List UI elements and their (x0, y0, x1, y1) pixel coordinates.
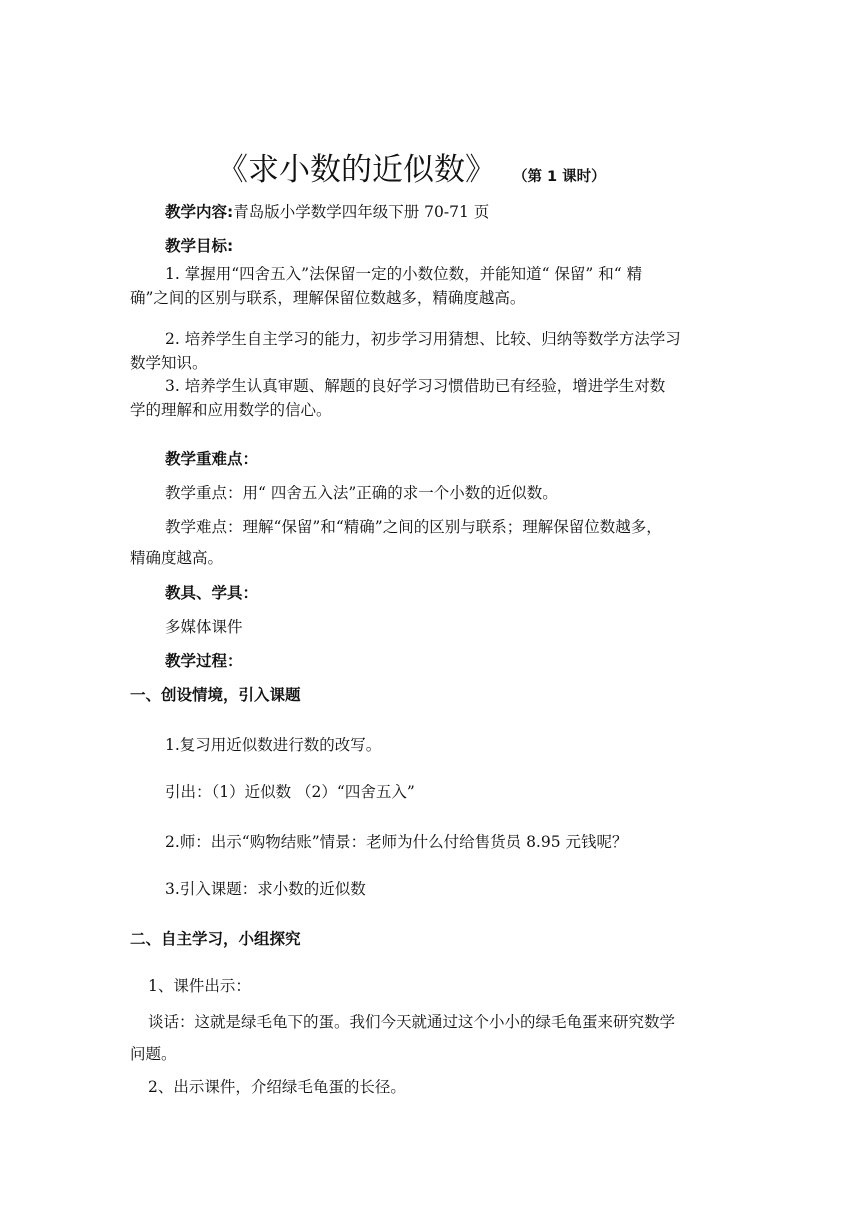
section-2-item-2-line-2: 问题。 (130, 1045, 177, 1063)
section-1-item-2: 引出：（1）近似数 （2）“四舍五入” (165, 783, 415, 801)
document-title: 《求小数的近似数》 (217, 152, 496, 188)
teaching-difficulty-line-2: 精确度越高。 (130, 549, 224, 567)
lesson-topic: 求小数的近似数 (257, 880, 366, 898)
goal-1-line-1: 1. 掌握用“四舍五入”法保留一定的小数位数，并能知道“ 保留” 和“ 精 (165, 265, 643, 283)
section-1-item-4 (165, 879, 366, 899)
lesson-period: （第 1 课时） (513, 169, 606, 185)
section-1-item-3: 2.师：出示“购物结账”情景：老师为什么付给售货员 8.95 元钱呢？ (165, 833, 628, 851)
goal-3-line-1: 3. 培养学生认真审题、解题的良好学习习惯借助已有经验，增进学生对数 (165, 377, 666, 395)
section-1-heading: 一、创设情境，引入课题 (130, 686, 301, 704)
section-1-item-4-prefix: 3.引入课题： (165, 880, 258, 898)
section-2-item-2-line-1: 谈话：这就是绿毛龟下的蛋。我们今天就通过这个小小的绿毛龟蛋来研究数学 (148, 1013, 676, 1031)
teaching-focus: 教学重点：用“ 四舍五入法”正确的求一个小数的近似数。 (165, 484, 558, 502)
goal-2-line-2: 数学知识。 (130, 354, 208, 372)
teaching-difficulty-line-1: 教学难点：理解“保留”和“精确”之间的区别与联系；理解保留位数越多， (165, 518, 662, 536)
goals-heading: 教学目标: (165, 237, 234, 255)
tools-heading: 教具、学具： (165, 584, 259, 602)
goal-1-line-2: 确”之间的区别与联系，理解保留位数越多，精确度越高。 (130, 289, 526, 307)
section-2-item-3: 2、出示课件，介绍绿毛龟蛋的长径。 (148, 1078, 406, 1096)
teaching-content-label: 教学内容: (165, 203, 234, 221)
section-2-item-1: 1、课件出示： (148, 977, 251, 995)
keypoints-heading: 教学重难点： (165, 450, 259, 468)
teaching-content-text: 青岛版小学数学四年级下册 70-71 页 (233, 203, 490, 221)
tools-text: 多媒体课件 (165, 618, 243, 636)
process-heading: 教学过程： (165, 652, 243, 670)
teaching-content-line (165, 202, 489, 222)
goal-2-line-1: 2. 培养学生自主学习的能力，初步学习用猜想、比较、归纳等数学方法学习 (165, 330, 681, 348)
section-1-item-1: 1.复习用近似数进行数的改写。 (165, 736, 382, 754)
goal-3-line-2: 学的理解和应用数学的信心。 (130, 401, 332, 419)
section-2-heading: 二、自主学习，小组探究 (130, 930, 301, 948)
